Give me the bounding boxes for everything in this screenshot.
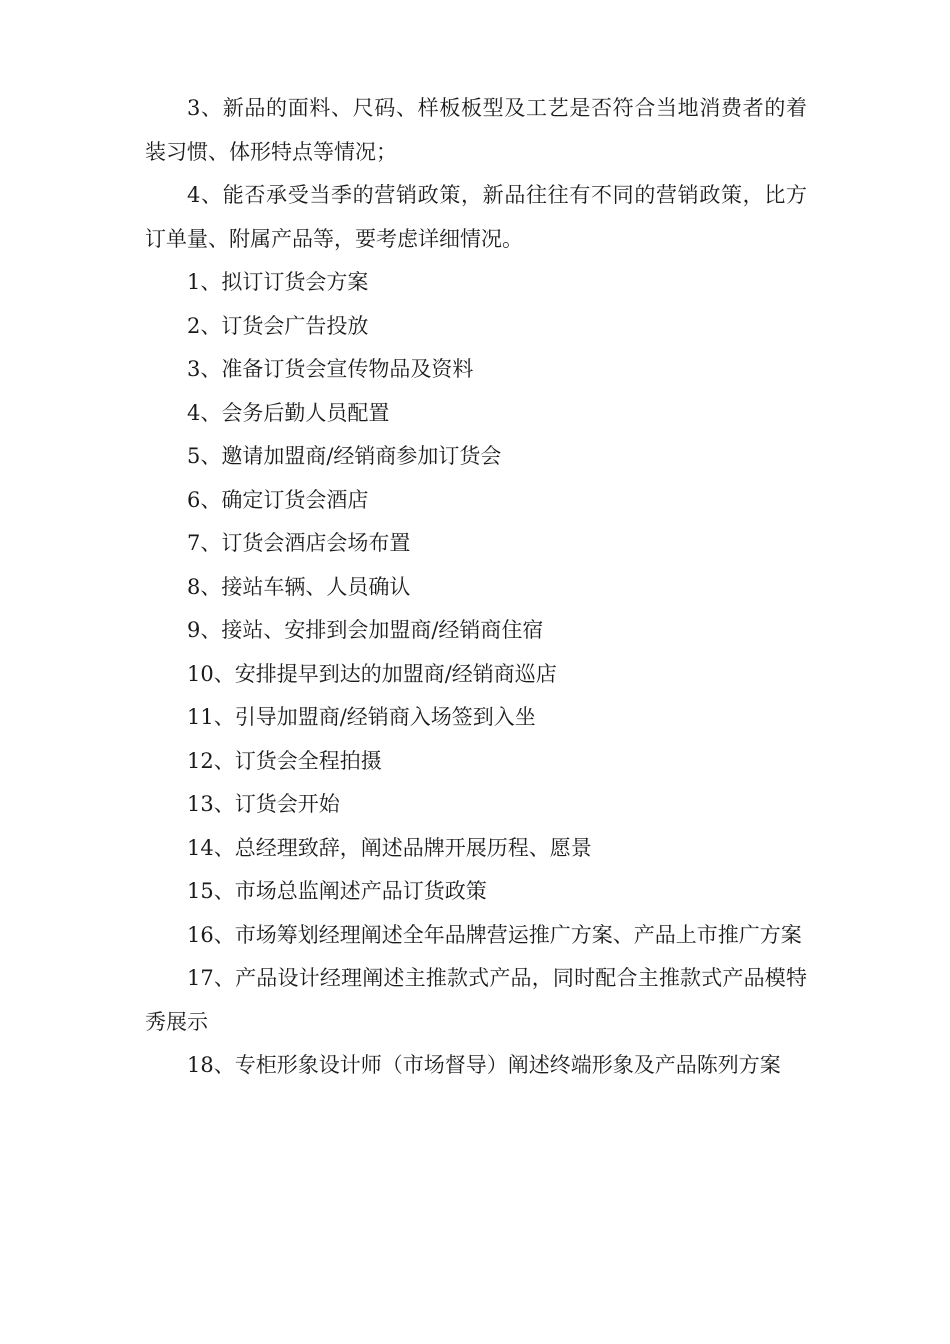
list-item: 5、邀请加盟商/经销商参加订货会 <box>187 444 502 468</box>
list-item: 3、准备订货会宣传物品及资料 <box>187 357 474 381</box>
list-item: 17、产品设计经理阐述主推款式产品，同时配合主推款式产品模特秀展示 <box>145 966 807 1034</box>
list-item: 9、接站、安排到会加盟商/经销商住宿 <box>187 618 544 642</box>
list-item: 6、确定订货会酒店 <box>187 487 369 512</box>
list-item: 7、订货会酒店会场布置 <box>187 531 411 555</box>
paragraph-fabric-sizing: 3、新品的面料、尺码、样板板型及工艺是否符合当地消费者的着装习惯、体形特点等情况； <box>145 96 807 164</box>
document-body <box>145 87 807 1088</box>
list-item: 2、订货会广告投放 <box>187 313 369 338</box>
list-item: 11、引导加盟商/经销商入场签到入坐 <box>187 705 536 729</box>
list-item: 15、市场总监阐述产品订货政策 <box>187 879 487 903</box>
list-item: 16、市场筹划经理阐述全年品牌营运推广方案、产品上市推广方案 <box>187 922 802 947</box>
paragraph-marketing-policy: 4、能否承受当季的营销政策，新品往往有不同的营销政策，比方订单量、附属产品等，要考虑详细情况。 <box>145 183 807 251</box>
list-item: 13、订货会开始 <box>187 792 340 816</box>
list-item: 4、会务后勤人员配置 <box>187 400 390 425</box>
list-item: 18、专柜形象设计师（市场督导）阐述终端形象及产品陈列方案 <box>187 1053 781 1077</box>
list-item: 14、总经理致辞，阐述品牌开展历程、愿景 <box>187 835 592 860</box>
list-item: 10、安排提早到达的加盟商/经销商巡店 <box>187 661 557 686</box>
list-item: 1、拟订订货会方案 <box>187 270 369 294</box>
list-item: 8、接站车辆、人员确认 <box>187 574 411 599</box>
list-item: 12、订货会全程拍摄 <box>187 748 382 773</box>
